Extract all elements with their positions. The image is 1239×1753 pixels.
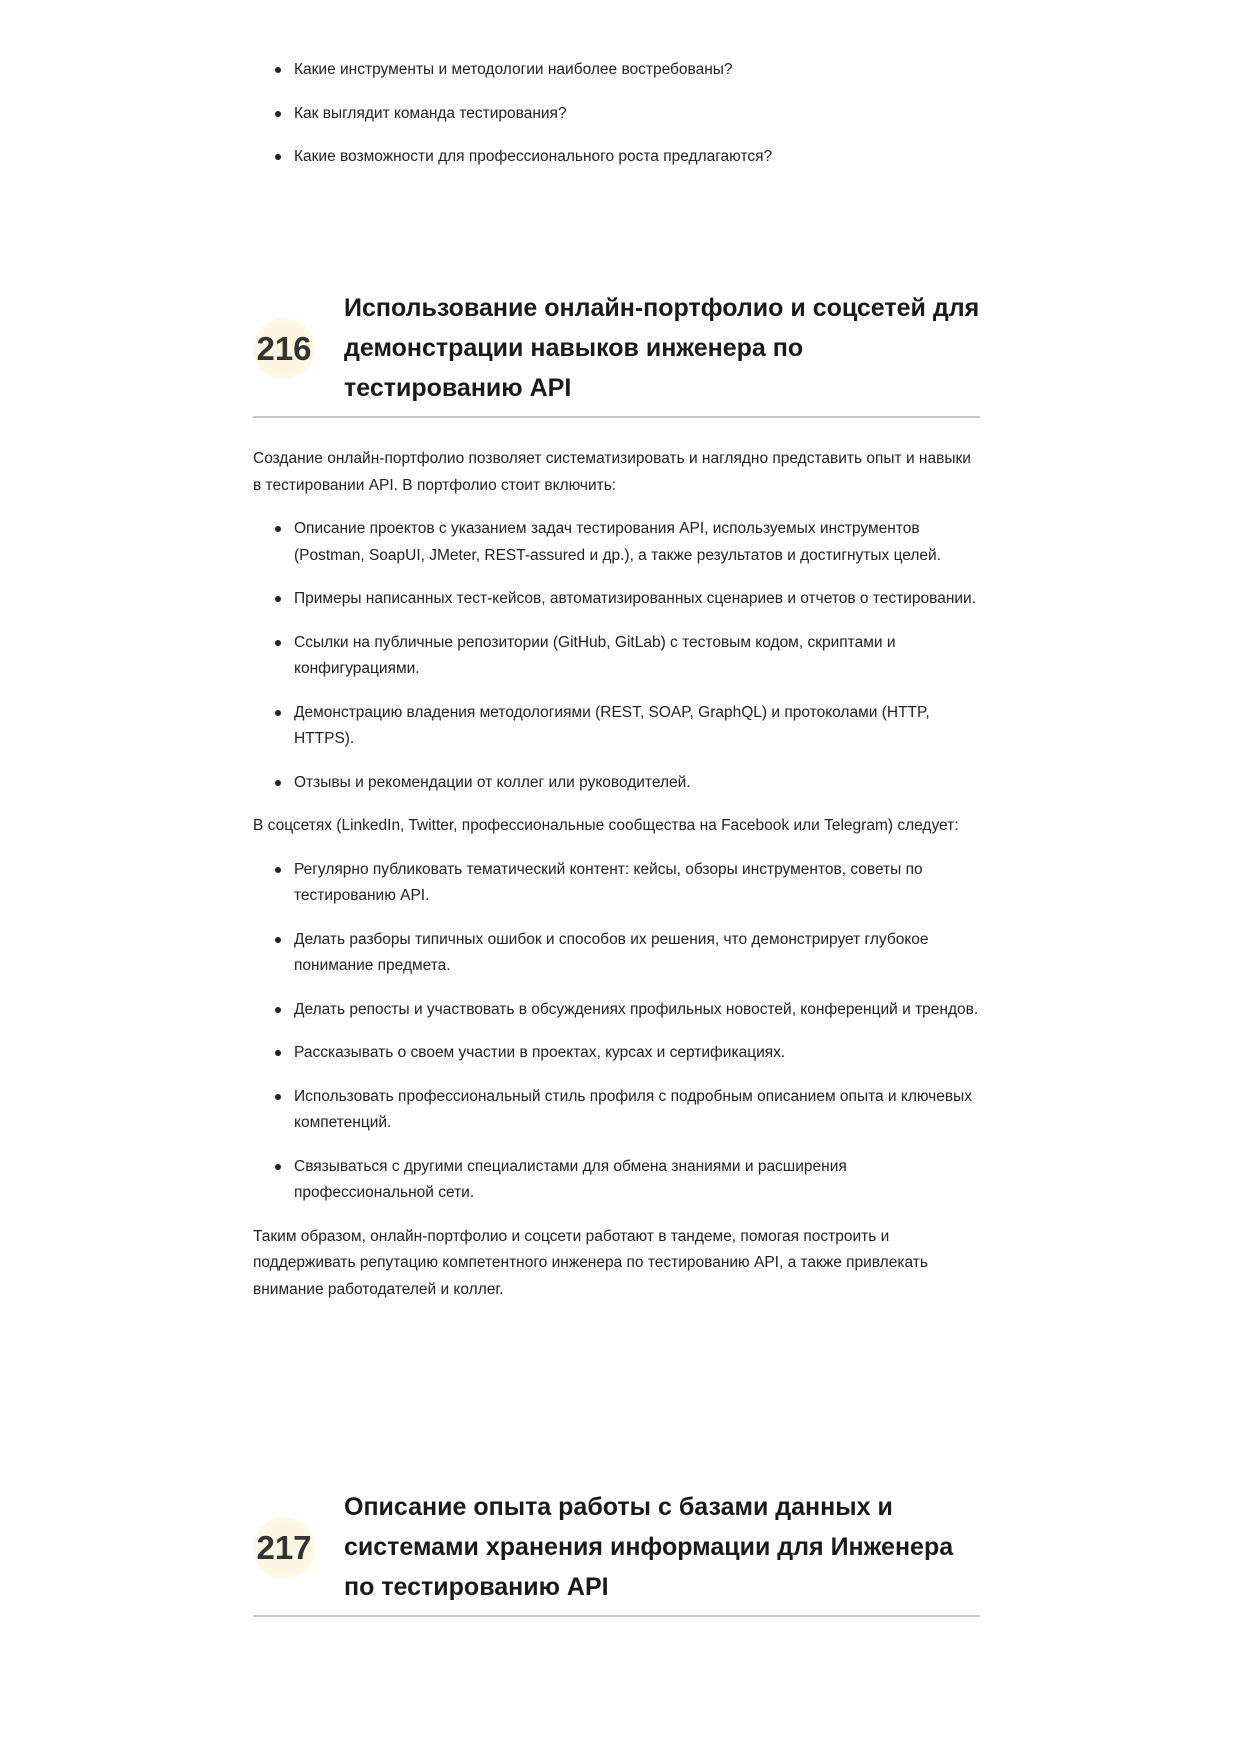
- list-item: Какие возможности для профессионального роста предлагаются?: [294, 144, 980, 171]
- top-bullet-list: [253, 57, 980, 171]
- list-item: Регулярно публиковать тематический контент: кейсы, обзоры инструментов, советы по тестированию API.: [294, 857, 980, 910]
- list-item: Отзывы и рекомендации от коллег или руководителей.: [294, 770, 980, 797]
- intro-paragraph: Создание онлайн-портфолио позволяет систематизировать и наглядно представить опыт и навыки в тестировании API. В портфолио стоит включить:: [253, 450, 971, 494]
- section-217: [253, 1487, 980, 1645]
- section-number-badge: 216: [253, 318, 315, 380]
- section-title: Описание опыта работы с базами данных и системами хранения информации для Инженера по тестированию API: [344, 1493, 954, 1601]
- social-intro-paragraph: В соцсетях (LinkedIn, Twitter, профессиональные сообщества на Facebook или Telegram) следует:: [253, 817, 959, 834]
- section-title: Использование онлайн-портфолио и соцсетей для демонстрации навыков инженера по тестированию API: [344, 294, 980, 402]
- list-item: Использовать профессиональный стиль профиля с подробным описанием опыта и ключевых компетенций.: [294, 1084, 980, 1137]
- list-item: Примеры написанных тест-кейсов, автоматизированных сценариев и отчетов о тестировании.: [294, 586, 980, 613]
- list-item: Делать репосты и участвовать в обсуждениях профильных новостей, конференций и трендов.: [294, 997, 980, 1024]
- top-list-block: [253, 57, 980, 188]
- list-item: Какие инструменты и методологии наиболее востребованы?: [294, 57, 980, 84]
- section-heading: [253, 288, 980, 418]
- list-item: Как выглядит команда тестирования?: [294, 101, 980, 128]
- conclusion-paragraph: Таким образом, онлайн-портфолио и соцсети работают в тандеме, помогая построить и поддерживать репутацию компетентного инженера по тестированию API, а также привлекать внимание работодателей и коллег.: [253, 1227, 928, 1298]
- list-item: Демонстрацию владения методологиями (REST, SOAP, GraphQL) и протоколами (HTTP, HTTPS).: [294, 700, 980, 753]
- section-heading: [253, 1487, 980, 1617]
- list-item: Рассказывать о своем участии в проектах, курсах и сертификациях.: [294, 1040, 980, 1067]
- list-item: Ссылки на публичные репозитории (GitHub, GitLab) с тестовым кодом, скриптами и конфигурациями.: [294, 630, 980, 683]
- list-item: Связываться с другими специалистами для обмена знаниями и расширения профессиональной сети.: [294, 1154, 980, 1207]
- section-216: [253, 288, 980, 1320]
- portfolio-list: [253, 516, 980, 796]
- section-number-badge: 217: [253, 1517, 315, 1579]
- social-list: [253, 857, 980, 1207]
- list-item: Делать разборы типичных ошибок и способов их решения, что демонстрирует глубокое понимание предмета.: [294, 927, 980, 980]
- list-item: Описание проектов с указанием задач тестирования API, используемых инструментов (Postman, SoapUI, JMeter, REST-assured и др.), а также результатов и достигнутых целей.: [294, 516, 980, 569]
